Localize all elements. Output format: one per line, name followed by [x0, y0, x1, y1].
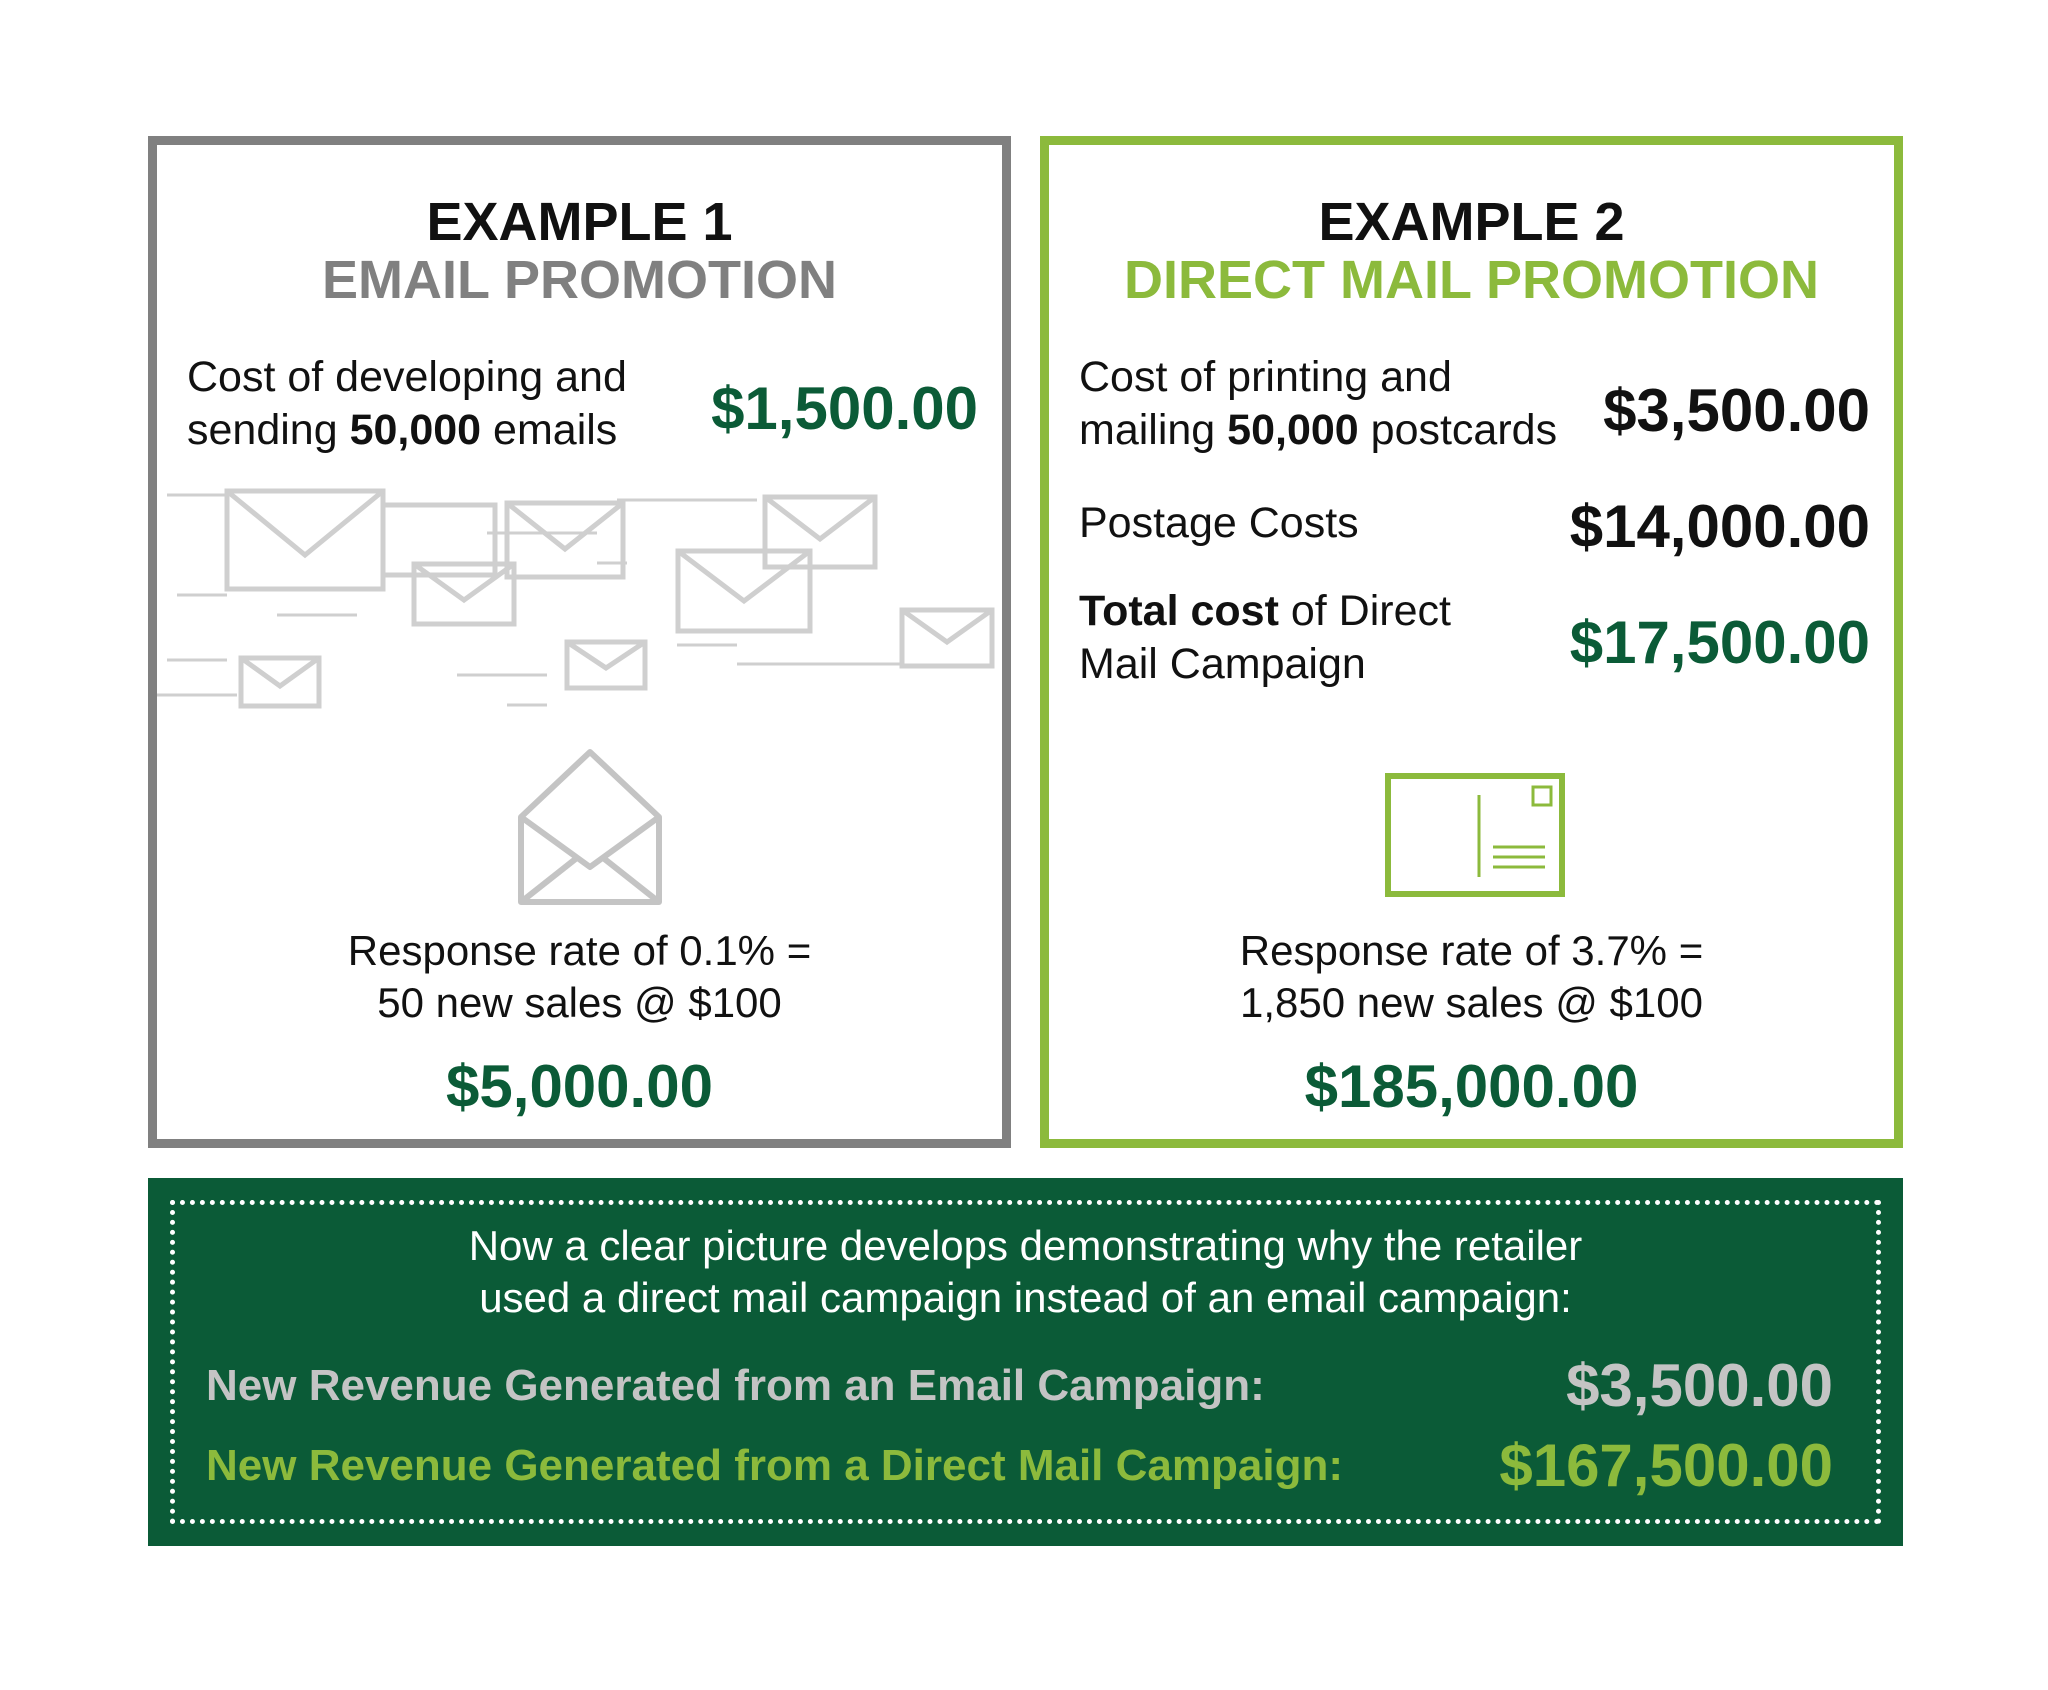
example1-title: EMAIL PROMOTION: [321, 250, 837, 310]
example2-total-label-line2: Mail Campaign: [1079, 640, 1366, 688]
example2-total-amount: $17,500.00: [1569, 609, 1870, 676]
example2-card: [1040, 136, 1903, 1148]
example2-number-label: EXAMPLE 2: [1318, 192, 1625, 252]
example2-print-count: 50,000: [1227, 406, 1359, 454]
example2-total-label: [1079, 585, 1451, 691]
example2-postage-label: Postage Costs: [1079, 499, 1359, 547]
example2-response-line2: 1,850 new sales @ $100: [1240, 979, 1703, 1026]
example2-response-line1: Response rate of 3.7% =: [1239, 927, 1704, 974]
summary-intro-line2: used a direct mail campaign instead of an email campaign:: [479, 1274, 1572, 1321]
example2-response-text: [1049, 925, 1894, 1029]
summary-intro-line1: Now a clear picture develops demonstrating why the retailer: [468, 1222, 1583, 1269]
example1-cost-label-line1: Cost of developing and: [187, 353, 627, 401]
mail-revenue-amount: $167,500.00: [1499, 1432, 1833, 1499]
example1-cost-count: 50,000: [349, 406, 482, 454]
example1-cost-label-end: emails: [481, 406, 618, 454]
example2-postage-amount: $14,000.00: [1569, 493, 1870, 560]
example2-print-label-mid: mailing: [1079, 406, 1228, 454]
example2-print-amount: $3,500.00: [1603, 377, 1870, 444]
email-revenue-amount: $3,500.00: [1566, 1352, 1833, 1419]
example1-number-label: EXAMPLE 1: [426, 192, 733, 252]
mail-revenue-label: New Revenue Generated from a Direct Mail Campaign:: [206, 1441, 1343, 1490]
example1-cost-amount: $1,500.00: [711, 375, 978, 442]
example2-total-label-rest: of Direct: [1278, 587, 1451, 635]
postcard-icon: [1385, 773, 1565, 897]
example1-response-line1: Response rate of 0.1% =: [347, 927, 812, 974]
example1-card: [148, 136, 1011, 1148]
example2-print-label-line1: Cost of printing and: [1079, 353, 1452, 401]
example1-response-text: [157, 925, 1002, 1029]
example2-print-label: [1079, 351, 1557, 457]
example1-cost-label-mid: sending: [187, 406, 350, 454]
open-envelope-icon: [518, 749, 662, 905]
email-revenue-label: New Revenue Generated from an Email Campaign:: [206, 1361, 1265, 1410]
example2-result-amount: $185,000.00: [1304, 1053, 1639, 1120]
example1-result-amount: $5,000.00: [446, 1053, 713, 1120]
example2-total-label-bold: Total cost: [1079, 587, 1279, 635]
example2-print-label-end: postcards: [1358, 406, 1558, 454]
summary-panel: [148, 1178, 1903, 1546]
example1-response-line2: 50 new sales @ $100: [377, 979, 782, 1026]
summary-intro: [148, 1220, 1903, 1324]
example2-title: DIRECT MAIL PROMOTION: [1124, 250, 1819, 310]
